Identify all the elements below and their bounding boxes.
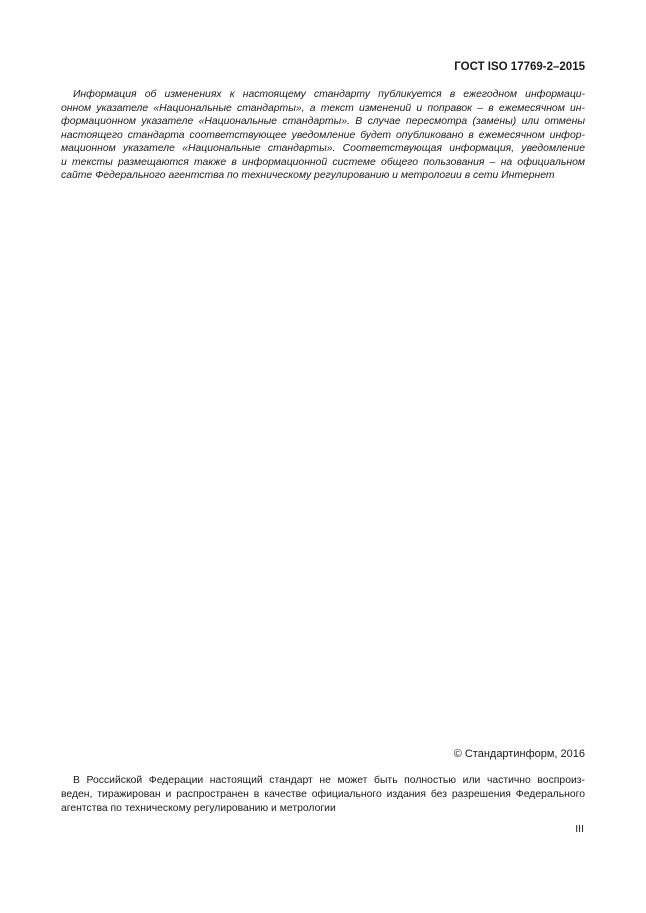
legal-notice-line: агентства по техническому регулированию и метрологии <box>61 803 336 814</box>
copyright-notice: © Стандартинформ, 2016 <box>453 748 585 760</box>
legal-notice-line: веден, тиражирован и распространен в качестве официального издания без разрешения Федерального <box>61 789 585 800</box>
info-notice-line: и тексты размещаются также в информационной системе общего пользования – на официальном <box>61 156 585 168</box>
info-notice-line: сайте Федерального агентства по техническому регулированию и метрологии в сети Интернет <box>61 170 555 181</box>
legal-notice <box>61 774 585 816</box>
legal-notice-line: В Российской Федерации настоящий стандарт не может быть полностью или частично воспроиз- <box>73 775 585 786</box>
page-number: III <box>575 823 584 835</box>
info-notice-line: онном указателе «Национальные стандарты», а текст изменений и поправок – в ежемесячном ин- <box>61 102 585 114</box>
info-notice-line: настоящего стандарта соответствующее уведомление будет опубликовано в ежемесячном инфор- <box>61 129 585 141</box>
info-notice-line: Информация об изменениях к настоящему стандарту публикуется в ежегодном информаци- <box>73 89 585 100</box>
info-notice-line: формационном указателе «Национальные стандарты». В случае пересмотра (замены) или отмены <box>61 116 585 127</box>
info-notice <box>61 88 585 183</box>
standard-code: ГОСТ ISO 17769-2–2015 <box>454 61 585 73</box>
info-notice-line: мационном указателе «Национальные стандарты». Соответствующая информация, уведомление <box>61 143 585 154</box>
